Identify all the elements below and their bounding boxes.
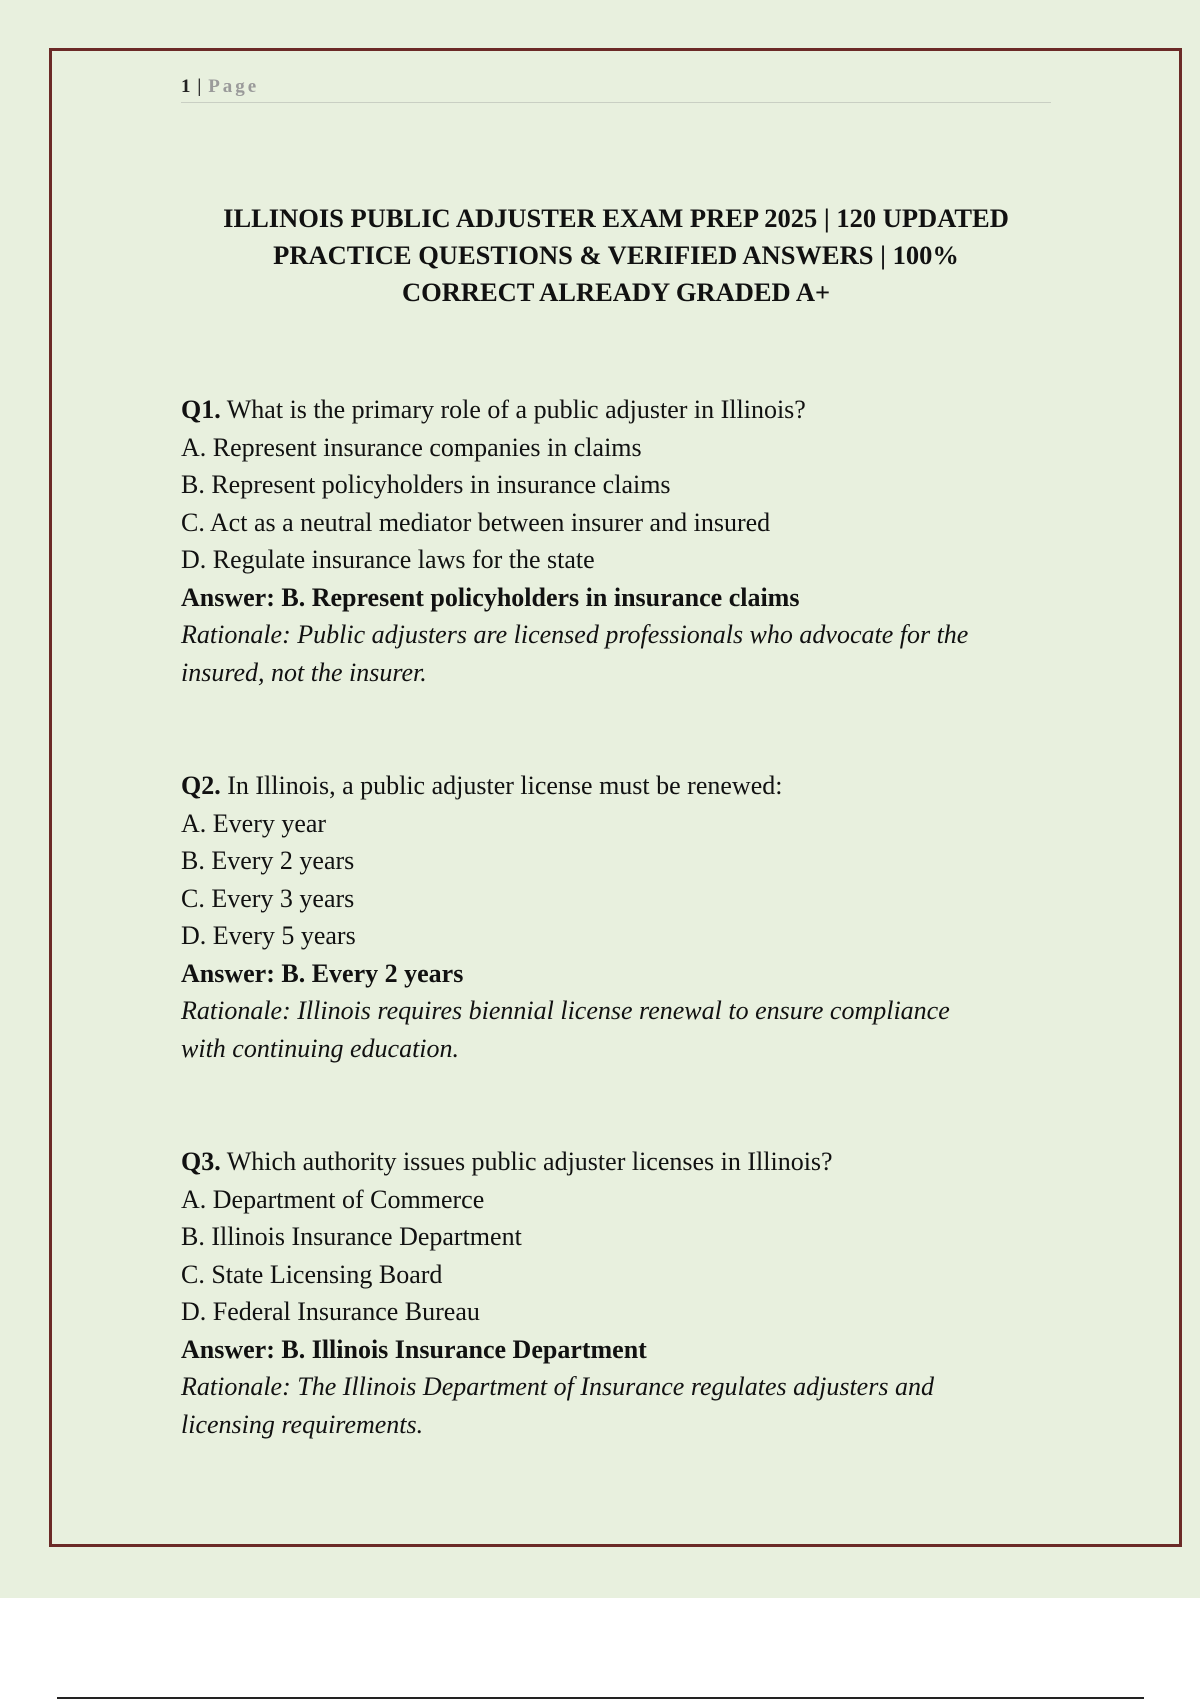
page-header: [181, 72, 1051, 103]
question-block-2: [181, 767, 1081, 1067]
title-line: CORRECT ALREADY GRADED A+: [401, 277, 831, 307]
rationale-line: Rationale: The Illinois Department of Insurance regulates adjusters and: [181, 1372, 934, 1401]
question-text: Which authority issues public adjuster licenses in Illinois?: [226, 1147, 833, 1176]
page-separator: |: [197, 76, 202, 97]
rationale-line: licensing requirements.: [181, 1409, 424, 1439]
option-d: D. Federal Insurance Bureau: [181, 1297, 480, 1326]
question-block-1: [181, 391, 1081, 691]
next-page-divider: [57, 1697, 1144, 1699]
question-line: [181, 391, 1081, 429]
page-label: Page: [208, 76, 260, 97]
option-c: C. State Licensing Board: [181, 1259, 443, 1289]
option-d: D. Every 5 years: [181, 921, 356, 950]
question-block-3: [181, 1143, 1081, 1443]
rationale-line: Rationale: Public adjusters are licensed professionals who advocate for the: [181, 620, 969, 649]
answer-line: Answer: B. Illinois Insurance Department: [181, 1334, 647, 1364]
option-a: A. Represent insurance companies in claims: [181, 432, 642, 462]
page-number: 1: [181, 76, 191, 97]
document-title: [181, 200, 1051, 311]
question-text: What is the primary role of a public adjuster in Illinois?: [226, 395, 806, 424]
question-number: Q3.: [181, 1147, 221, 1176]
question-line: [181, 1143, 1081, 1181]
option-b: B. Every 2 years: [181, 846, 355, 875]
title-line: ILLINOIS PUBLIC ADJUSTER EXAM PREP 2025 | 120 UPDATED: [223, 203, 1009, 233]
title-line: PRACTICE QUESTIONS & VERIFIED ANSWERS | 100%: [273, 240, 959, 270]
answer-line: Answer: B. Represent policyholders in insurance claims: [181, 582, 800, 612]
option-c: C. Act as a neutral mediator between insurer and insured: [181, 507, 771, 537]
answer-line: Answer: B. Every 2 years: [181, 958, 464, 988]
question-number: Q1.: [181, 395, 221, 424]
option-b: B. Represent policyholders in insurance claims: [181, 470, 671, 499]
rationale-line: with continuing education.: [181, 1033, 460, 1063]
question-text: In Illinois, a public adjuster license must be renewed:: [227, 771, 783, 800]
option-b: B. Illinois Insurance Department: [181, 1222, 522, 1251]
option-a: A. Department of Commerce: [181, 1184, 485, 1214]
option-c: C. Every 3 years: [181, 883, 355, 913]
option-d: D. Regulate insurance laws for the state: [181, 545, 595, 574]
question-number: Q2.: [181, 771, 221, 800]
rationale-line: insured, not the insurer.: [181, 657, 427, 687]
option-a: A. Every year: [181, 808, 327, 838]
rationale-line: Rationale: Illinois requires biennial license renewal to ensure compliance: [181, 996, 950, 1025]
question-line: [181, 767, 1081, 805]
